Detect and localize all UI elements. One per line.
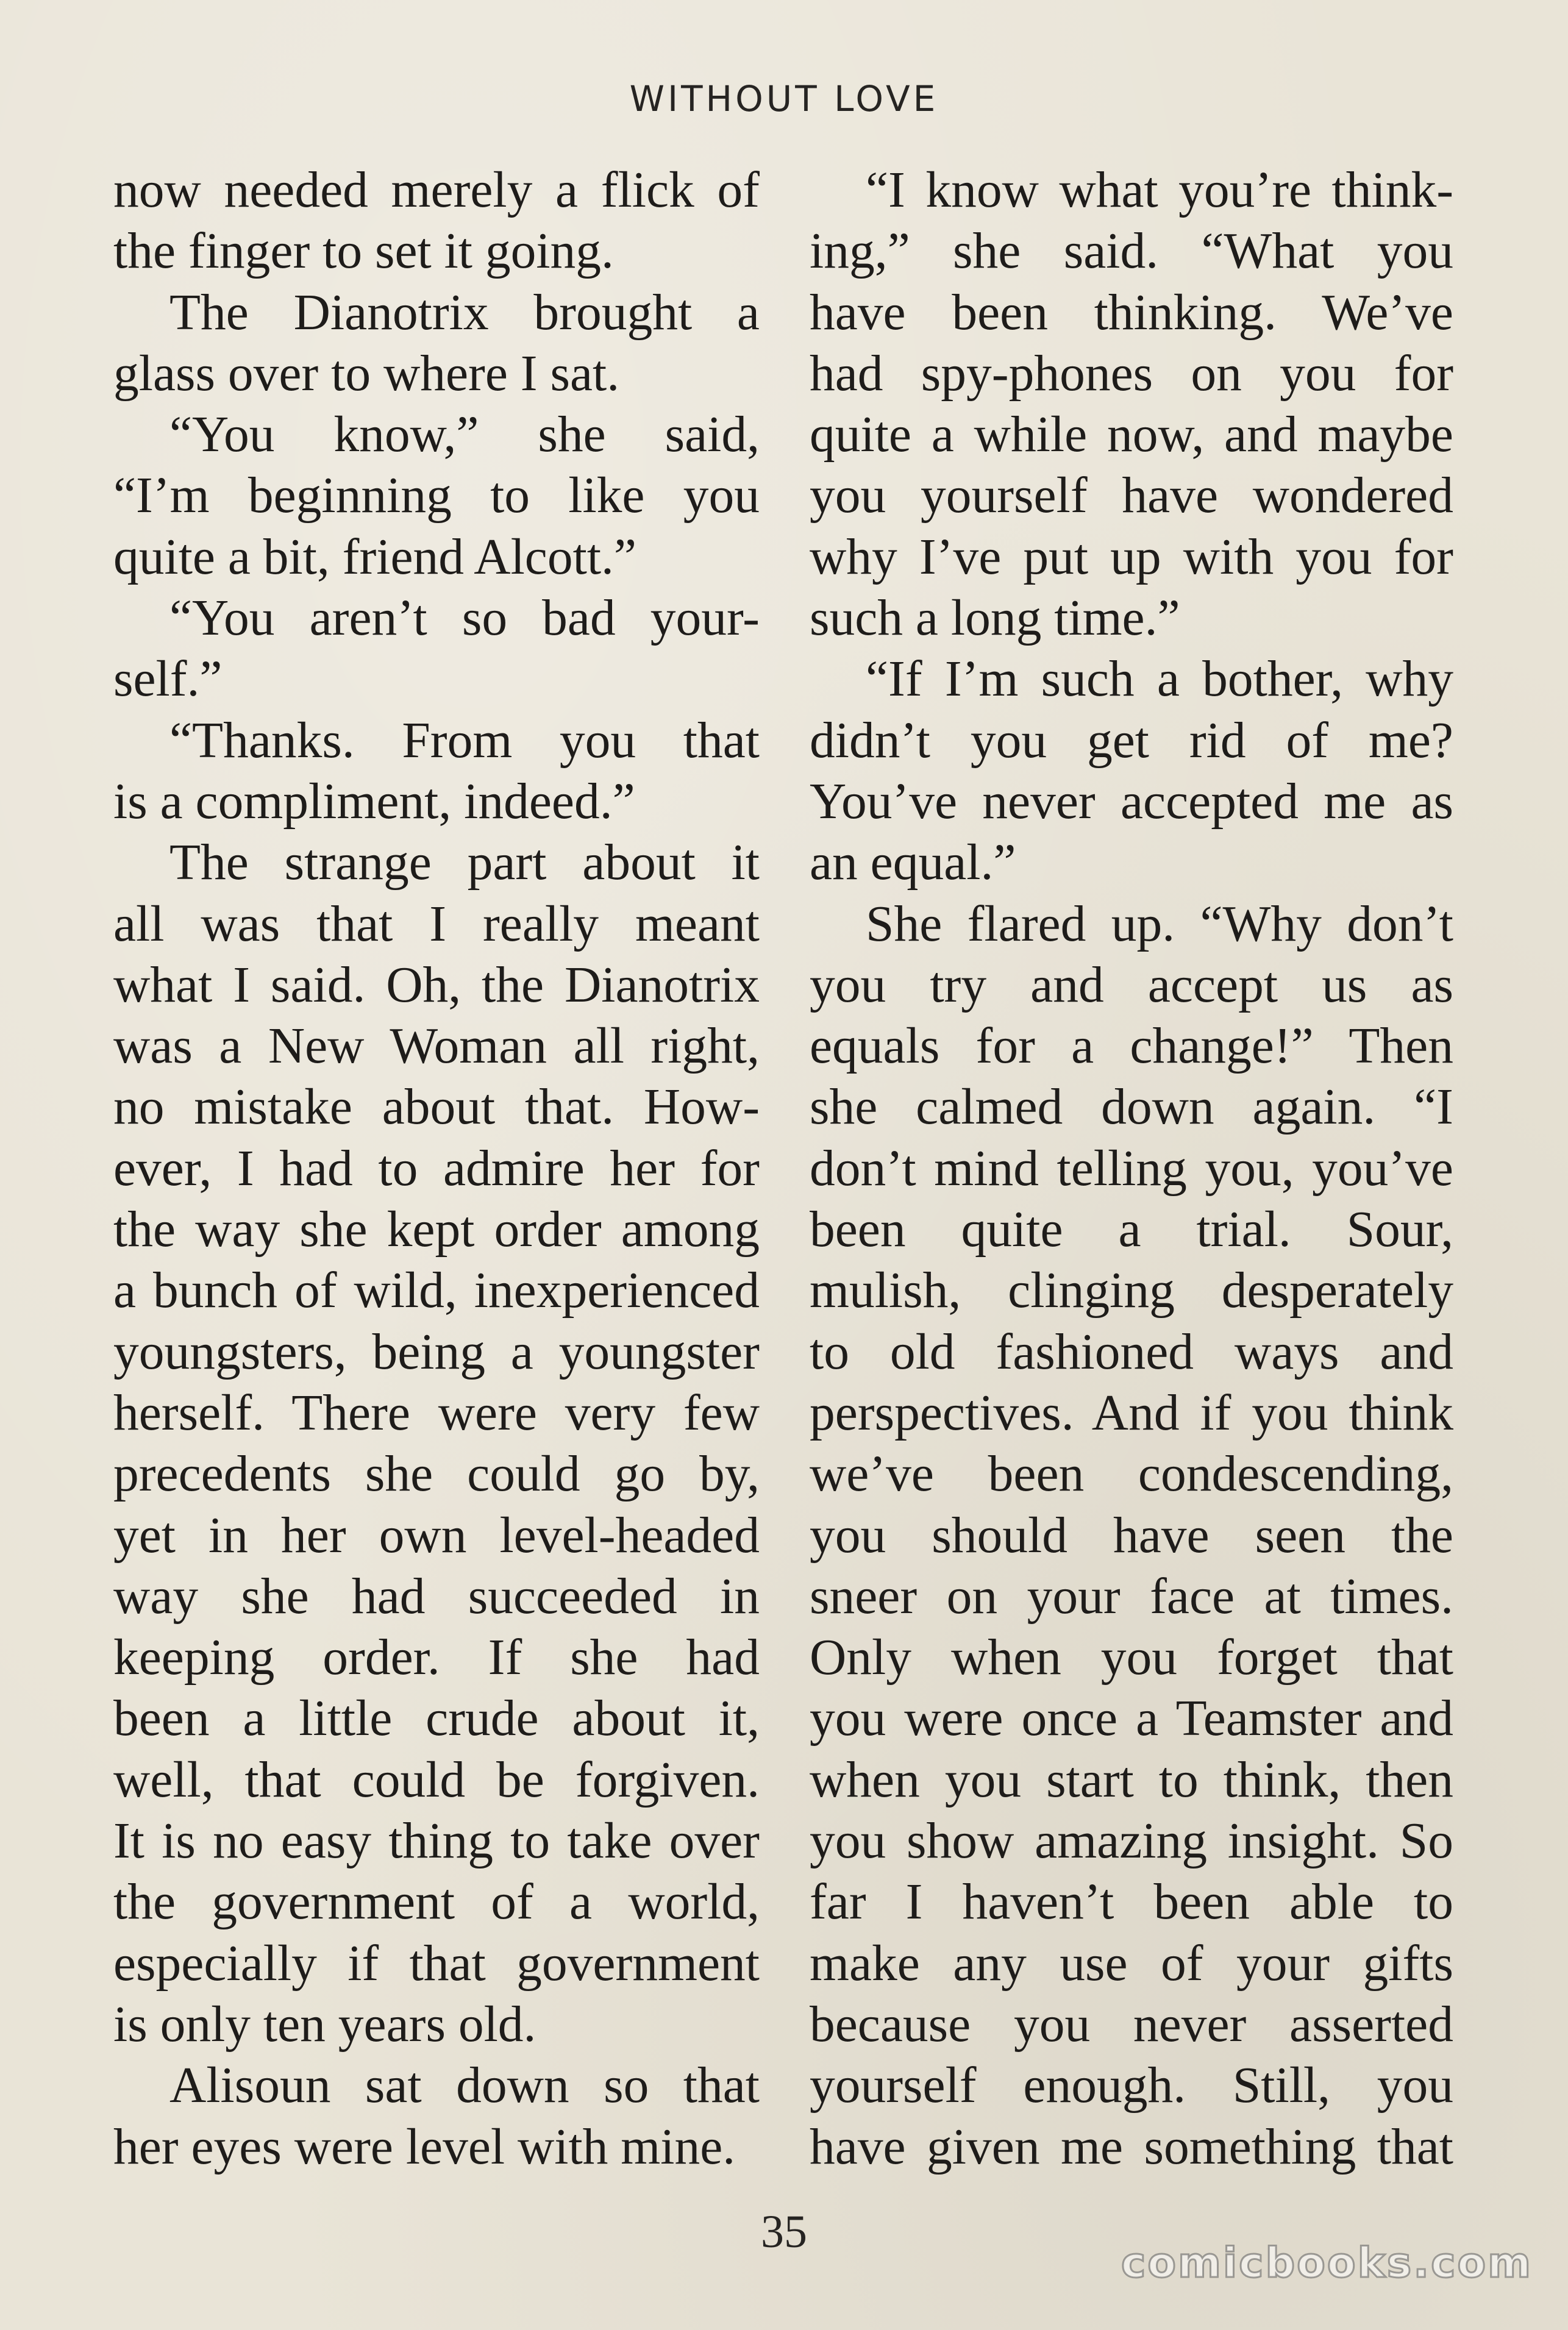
left-column <box>113 160 760 2178</box>
text-line: yourself enough. Still, you <box>810 2057 1453 2114</box>
text-line: “You aren’t so bad your- <box>169 590 760 647</box>
text-line: Only when you forget that <box>810 1630 1453 1686</box>
text-line: glass over to where I sat. <box>113 345 620 402</box>
text-line: had spy-phones on you for <box>810 345 1453 402</box>
text-line: is a compliment, indeed.” <box>113 773 635 830</box>
running-head: WITHOUT LOVE <box>629 78 939 119</box>
text-line: yet in her own level-headed <box>113 1507 760 1564</box>
text-line: way she had succeeded in <box>113 1568 760 1625</box>
text-line: was a New Woman all right, <box>113 1018 760 1075</box>
text-line: youngsters, being a youngster <box>113 1324 760 1380</box>
text-line: such a long time.” <box>810 590 1180 647</box>
paragraph <box>810 649 1453 893</box>
text-line: is only ten years old. <box>113 1996 536 2053</box>
text-line: She flared up. “Why don’t <box>866 896 1453 952</box>
paragraph <box>113 160 760 282</box>
text-line: equals for a change!” Then <box>810 1018 1453 1075</box>
text-line: ever, I had to admire her for <box>113 1140 760 1197</box>
text-line: didn’t you get rid of me? <box>810 712 1453 769</box>
text-line: The strange part about it <box>169 835 760 891</box>
text-line: because you never asserted <box>810 1996 1453 2053</box>
text-line: Alisoun sat down so that <box>169 2057 760 2114</box>
text-line: sneer on your face at times. <box>810 1568 1453 1625</box>
paragraph <box>113 832 760 2055</box>
text-line: “I know what you’re think- <box>866 162 1453 218</box>
paragraph <box>113 588 760 710</box>
text-line: “I’m beginning to like you <box>113 468 760 524</box>
text-line: why I’ve put up with you for <box>810 529 1453 585</box>
paragraph <box>810 894 1453 2178</box>
text-line: herself. There were very few <box>113 1384 760 1441</box>
text-line: the government of a world, <box>113 1874 760 1931</box>
text-line: when you start to think, then <box>810 1751 1453 1808</box>
text-line: to old fashioned ways and <box>810 1324 1453 1380</box>
text-line: don’t mind telling you, you’ve <box>810 1140 1453 1197</box>
text-line: The Dianotrix brought a <box>169 284 760 341</box>
text-line: now needed merely a flick of <box>113 162 760 218</box>
watermark-logo: comicbooks.com <box>1121 2239 1533 2287</box>
text-line: ing,” she said. “What you <box>810 223 1453 280</box>
text-line: You’ve never accepted me as <box>810 773 1453 830</box>
text-line: “Thanks. From you that <box>169 712 760 769</box>
text-line: quite a bit, friend Alcott.” <box>113 529 636 585</box>
text-line: she calmed down again. “I <box>810 1079 1453 1136</box>
text-line: keeping order. If she had <box>113 1630 760 1686</box>
text-line: a bunch of wild, inexperienced <box>113 1263 760 1319</box>
text-line: you should have seen the <box>810 1507 1453 1564</box>
paragraph <box>113 282 760 405</box>
text-line: “You know,” she said, <box>169 407 760 463</box>
text-line: have been thinking. We’ve <box>810 284 1453 341</box>
text-line: been a little crude about it, <box>113 1690 760 1747</box>
right-column <box>810 160 1453 2178</box>
text-line: perspectives. And if you think <box>810 1384 1453 1441</box>
text-line: you were once a Teamster and <box>810 1690 1453 1747</box>
text-line: the finger to set it going. <box>113 223 614 280</box>
text-line: the way she kept order among <box>113 1202 760 1258</box>
text-line: make any use of your gifts <box>810 1935 1453 1992</box>
text-line: been quite a trial. Sour, <box>810 1202 1453 1258</box>
text-line: It is no easy thing to take over <box>113 1813 760 1870</box>
text-line: no mistake about that. How- <box>113 1079 760 1136</box>
paragraph <box>810 160 1453 649</box>
text-line: self.” <box>113 651 223 708</box>
text-line: what I said. Oh, the Dianotrix <box>113 957 760 1013</box>
text-line: an equal.” <box>810 835 1016 891</box>
paragraph <box>113 710 760 833</box>
text-line: you try and accept us as <box>810 957 1453 1013</box>
page-number: 35 <box>761 2206 807 2257</box>
paragraph <box>113 404 760 588</box>
text-line: you show amazing insight. So <box>810 1813 1453 1870</box>
text-line: all was that I really meant <box>113 896 760 952</box>
text-line: we’ve been condescending, <box>810 1446 1453 1503</box>
text-line: precedents she could go by, <box>113 1446 760 1503</box>
text-line: especially if that government <box>113 1935 760 1992</box>
text-line: “If I’m such a bother, why <box>866 651 1453 708</box>
paragraph <box>113 2055 760 2178</box>
text-line: well, that could be forgiven. <box>113 1751 760 1808</box>
text-line: mulish, clinging desperately <box>810 1263 1453 1319</box>
text-line: quite a while now, and maybe <box>810 407 1453 463</box>
text-line: her eyes were level with mine. <box>113 2118 736 2175</box>
text-line: you yourself have wondered <box>810 468 1453 524</box>
text-line: far I haven’t been able to <box>810 1874 1453 1931</box>
text-line: have given me something that <box>810 2118 1453 2175</box>
